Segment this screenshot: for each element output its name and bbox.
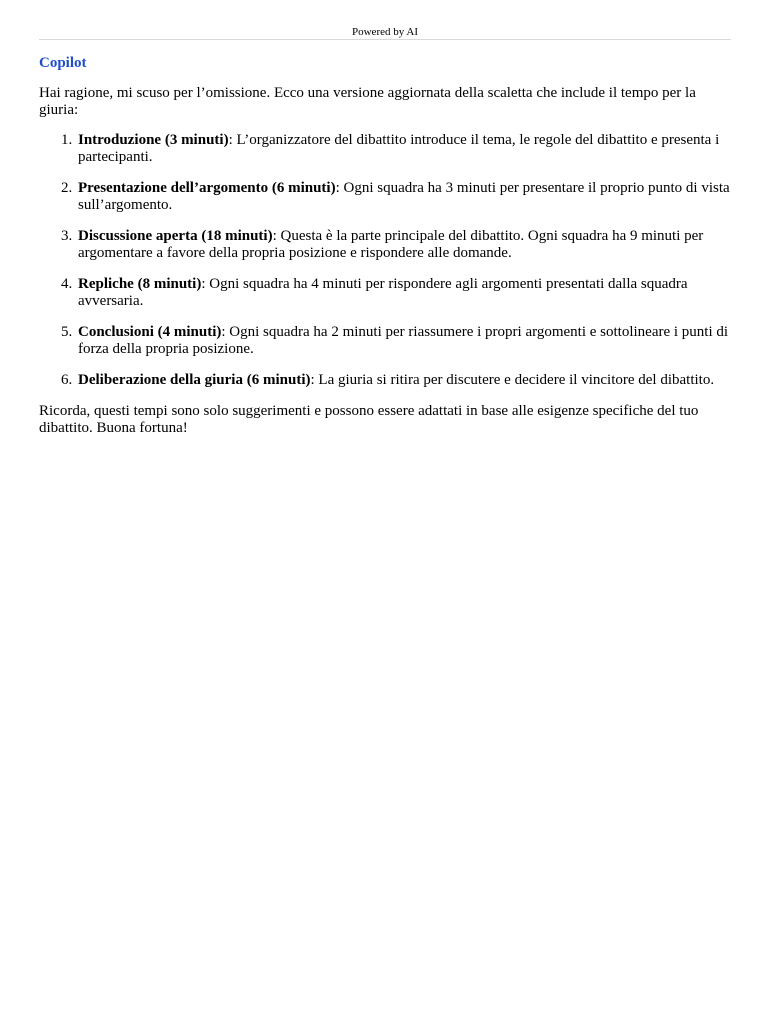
list-item-text: : La giuria si ritira per discutere e decidere il vincitore del dibattito. <box>310 372 715 388</box>
list-item-title: Presentazione dell’argomento (6 minuti) <box>78 180 336 196</box>
page-header <box>39 0 731 40</box>
list-item-title: Conclusioni (4 minuti) <box>78 324 222 340</box>
agenda-list <box>39 132 731 389</box>
list-item-number: 2. <box>61 180 73 196</box>
list-item <box>61 132 731 166</box>
list-item-title: Repliche (8 minuti) <box>78 276 202 292</box>
list-item-title: Discussione aperta (18 minuti) <box>78 228 273 244</box>
list-item-text: : Ogni squadra ha 3 minuti per presentare il proprio punto di vista sull’argomento. <box>78 180 730 213</box>
list-item-number: 6. <box>61 372 73 388</box>
list-item-number: 1. <box>61 132 73 148</box>
list-item <box>61 324 731 358</box>
list-item <box>61 180 731 214</box>
list-item-title: Deliberazione della giuria (6 minuti) <box>78 372 311 388</box>
list-item <box>61 372 731 389</box>
closing-paragraph: Ricorda, questi tempi sono solo suggerimenti e possono essere adattati in base alle esigenze specifiche del tuo dibattito. Buona fortuna! <box>39 403 699 436</box>
list-item-title: Introduzione (3 minuti) <box>78 132 229 148</box>
list-item-number: 3. <box>61 228 73 244</box>
intro-paragraph: Hai ragione, mi scuso per l’omissione. Ecco una versione aggiornata della scaletta che include il tempo per la giuria: <box>39 85 696 118</box>
powered-by-label: Powered by AI <box>352 26 418 38</box>
list-item-text: : Questa è la parte principale del dibattito. Ogni squadra ha 9 minuti per argomentare a favore della propria posizione e rispondere alle domande. <box>78 228 704 261</box>
list-item-number: 4. <box>61 276 73 292</box>
list-item <box>61 228 731 262</box>
speaker-name: Copilot <box>39 55 87 71</box>
document-page <box>39 0 731 437</box>
list-item <box>61 276 731 310</box>
list-item-text: : Ogni squadra ha 4 minuti per rispondere agli argomenti presentati dalla squadra avversaria. <box>78 276 688 309</box>
list-item-text: : L’organizzatore del dibattito introduce il tema, le regole del dibattito e presenta i partecipanti. <box>78 132 720 165</box>
list-item-text: : Ogni squadra ha 2 minuti per riassumere i propri argomenti e sottolineare i punti di forza della propria posizione. <box>78 324 729 357</box>
list-item-number: 5. <box>61 324 73 340</box>
